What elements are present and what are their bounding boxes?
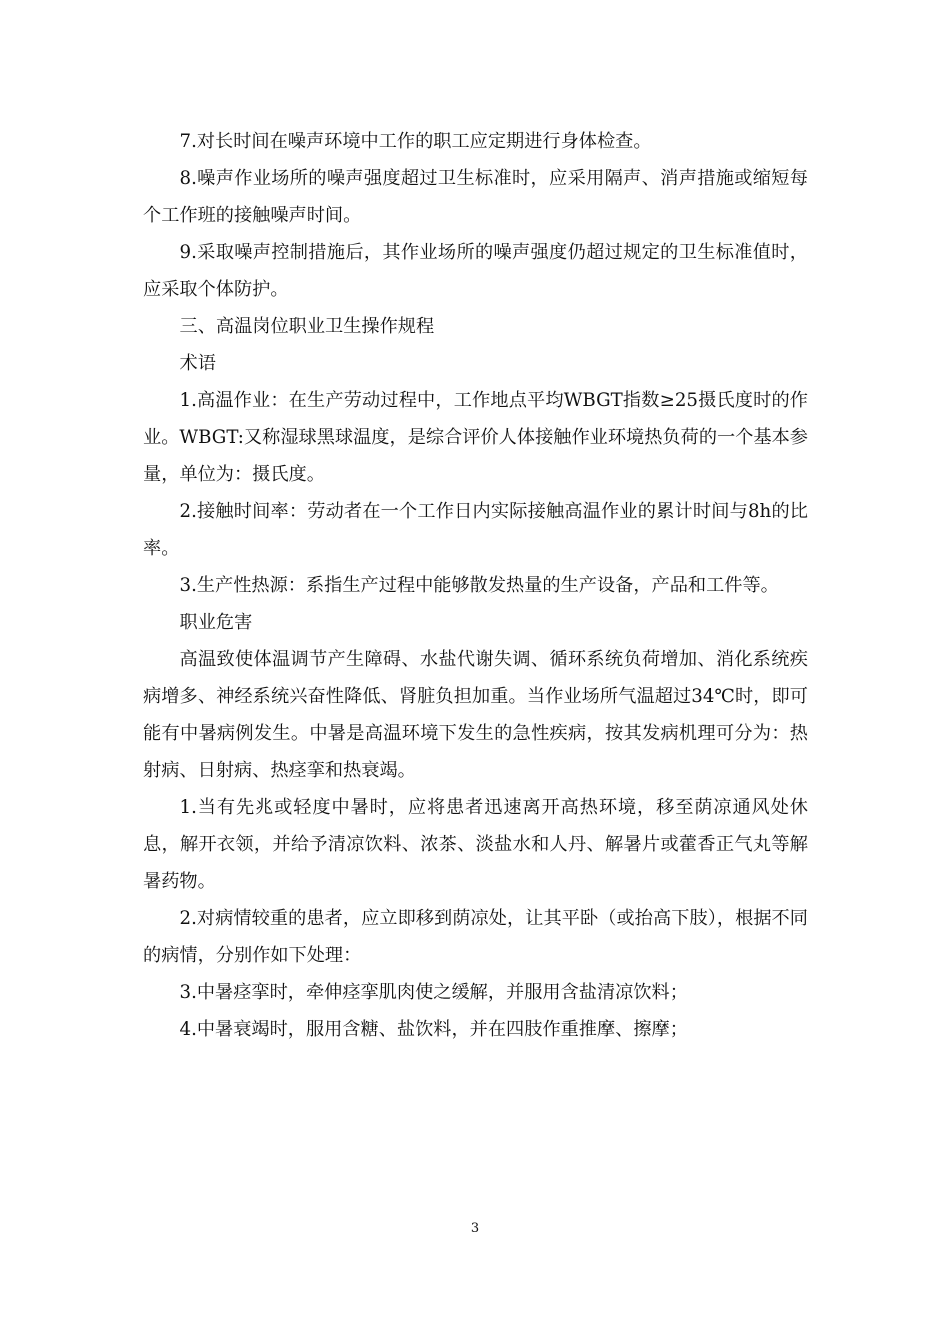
paragraph-noise-item-9: 9.采取噪声控制措施后，其作业场所的噪声强度仍超过规定的卫生标准值时，应采取个体防护。 <box>143 242 808 300</box>
subheading-occupational-hazards: 职业危害 <box>179 612 253 633</box>
paragraph-noise-item-8: 8.噪声作业场所的噪声强度超过卫生标准时，应采用隔声、消声措施或缩短每个工作班的接触噪声时间。 <box>143 168 808 226</box>
section-heading-high-temperature: 三、高温岗位职业卫生操作规程 <box>179 316 435 337</box>
subheading-terminology: 术语 <box>179 353 216 374</box>
paragraph-term-exposure-time-rate: 2.接触时间率：劳动者在一个工作日内实际接触高温作业的累计时间与8h的比率。 <box>143 501 808 559</box>
page-number: 3 <box>470 1221 480 1236</box>
paragraph-term-productive-heat-source: 3.生产性热源：系指生产过程中能够散发热量的生产设备，产品和工件等。 <box>179 575 779 596</box>
paragraph-term-high-temperature-work: 1.高温作业：在生产劳动过程中，工作地点平均WBGT指数≥25摄氏度时的作业。WBGT:又称湿球黑球温度，是综合评价人体接触作业环境热负荷的一个基本参量，单位为：摄氏度。 <box>143 390 808 485</box>
paragraph-heatstroke-step-2: 2.对病情较重的患者，应立即移到荫凉处，让其平卧（或抬高下肢），根据不同的病情，分别作如下处理： <box>143 908 808 966</box>
document-body <box>143 123 808 1048</box>
paragraph-noise-item-7: 7.对长时间在噪声环境中工作的职工应定期进行身体检查。 <box>179 131 652 152</box>
paragraph-heatstroke-step-1: 1.当有先兆或轻度中暑时，应将患者迅速离开高热环境，移至荫凉通风处休息，解开衣领，并给予清凉饮料、浓茶、淡盐水和人丹、解暑片或藿香正气丸等解暑药物。 <box>143 797 808 892</box>
paragraph-heatstroke-step-3: 3.中暑痉挛时，牵伸痉挛肌肉使之缓解，并服用含盐清凉饮料； <box>179 982 688 1003</box>
paragraph-hazard-description: 高温致使体温调节产生障碍、水盐代谢失调、循环系统负荷增加、消化系统疾病增多、神经系统兴奋性降低、肾脏负担加重。当作业场所气温超过34℃时，即可能有中暑病例发生。中暑是高温环境下发生的急性疾病，按其发病机理可分为：热射病、日射病、热痉挛和热衰竭。 <box>143 649 808 781</box>
paragraph-heatstroke-step-4: 4.中暑衰竭时，服用含糖、盐饮料，并在四肢作重推摩、擦摩； <box>179 1019 688 1040</box>
